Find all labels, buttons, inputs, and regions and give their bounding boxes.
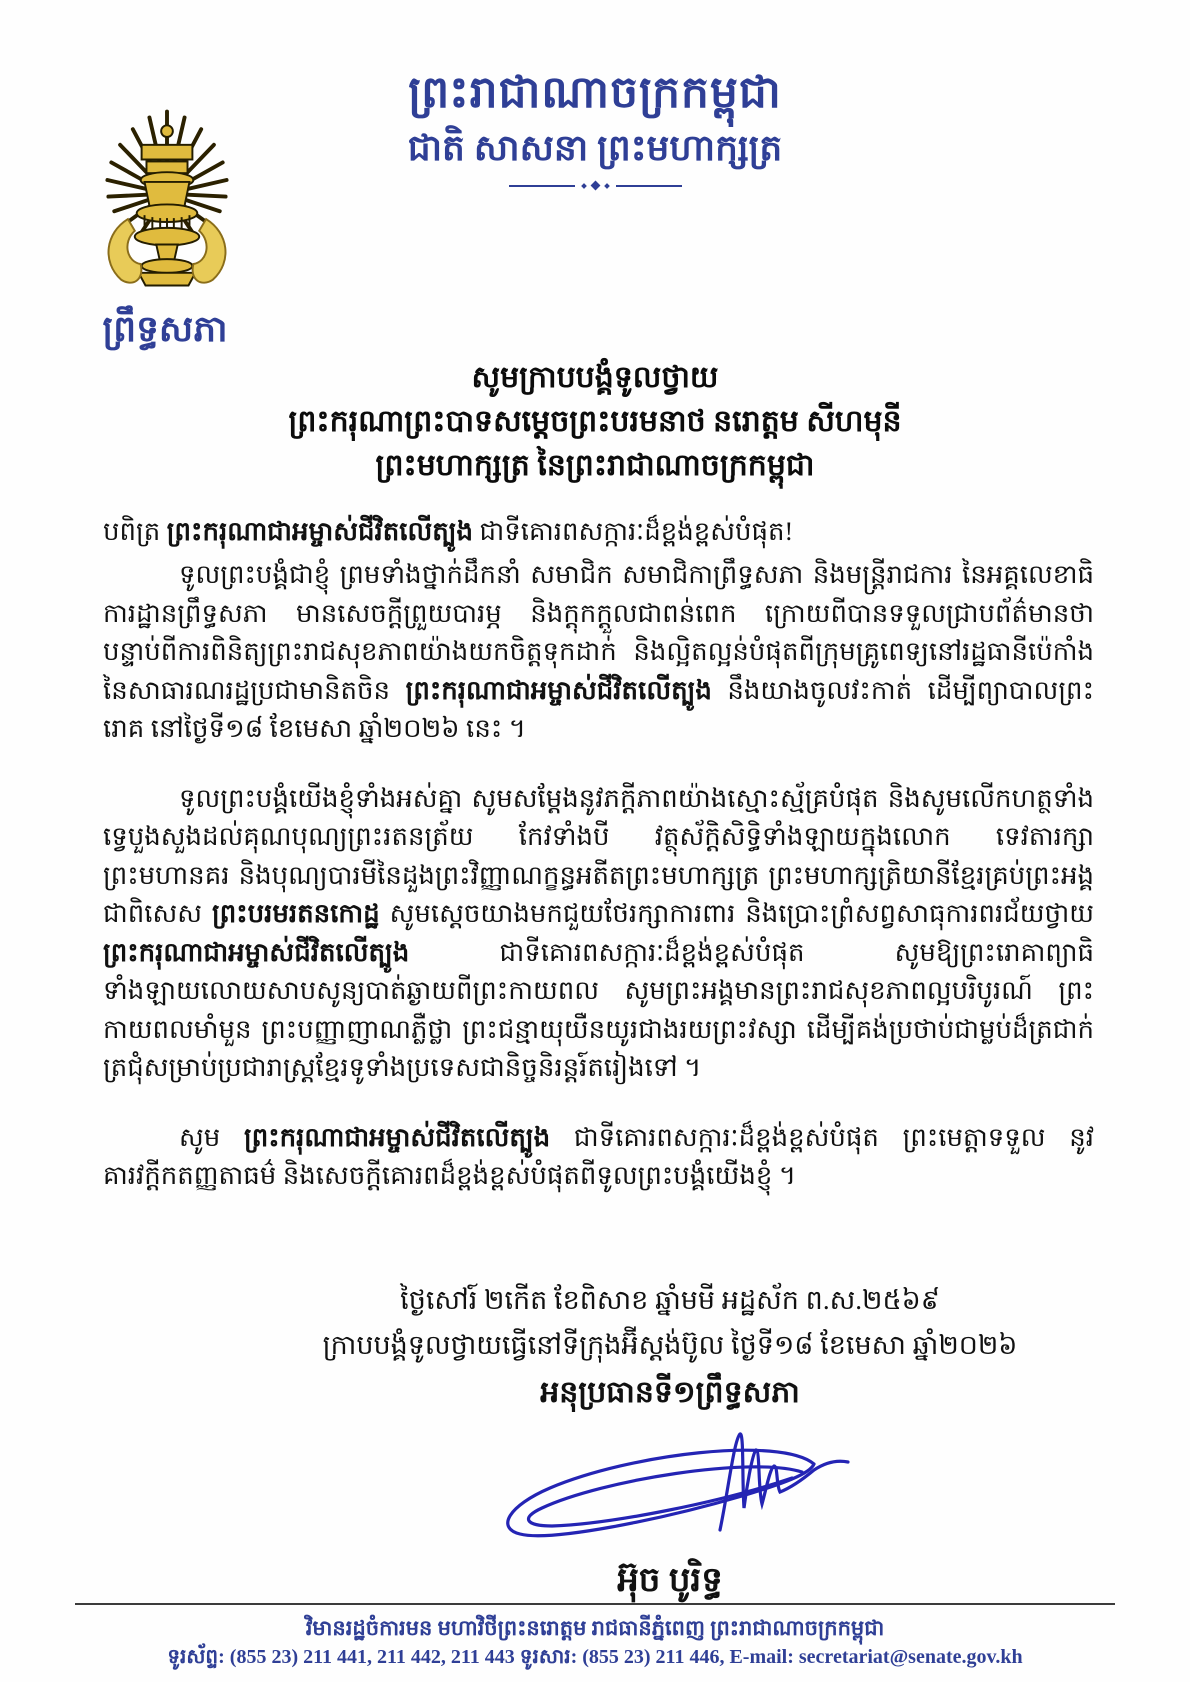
letter-body xyxy=(103,556,1094,1227)
paragraph-text: នឹងយាងចូលវះកាត់ ដើម្បីព្យាបាលព្រះរោគ នៅថ្ងៃទី១៨ ខែមេសា ឆ្នាំ២០២៦ នេះ ។ xyxy=(103,675,1094,743)
royal-title-bold: ព្រះករុណាជាអម្ចាស់ជីវិតលើត្បូង xyxy=(166,517,473,546)
kingdom-title: ព្រះរាជាណាចក្រកម្ពុជា xyxy=(408,68,782,117)
lunar-date-line: ថ្ងៃសៅរ៍ ២កើត ខែពិសាខ ឆ្នាំមមី អដ្ឋស័ក ព.ស.២៥៦៩ xyxy=(400,1285,940,1315)
salutation-text: ជាទីគោរពសក្ការៈដ៏ខ្ពង់ខ្ពស់បំផុត! xyxy=(472,517,794,546)
paragraph-2 xyxy=(103,780,1094,1088)
signature-icon xyxy=(480,1412,860,1562)
royal-title-bold: ព្រះករុណាជាអម្ចាស់ជីវិតលើត្បូង xyxy=(103,937,410,967)
royal-title-bold: ព្រះបរមរតនកោដ្ឋ xyxy=(211,899,380,928)
paragraph-text: សូមស្តេចយាងមកជួយថែរក្សាការពារ និងប្រោះព្រំសព្វសាធុការពរជ័យថ្វាយ xyxy=(379,899,1094,928)
paragraph-3 xyxy=(103,1119,1094,1196)
paragraph-text: សូម xyxy=(179,1122,244,1152)
royal-title-bold: ព្រះករុណាជាអម្ចាស់ជីវិតលើត្បូង xyxy=(243,1122,551,1152)
salutation-text: បពិត្រ xyxy=(103,517,167,546)
paragraph-text: ទូលព្រះបង្គំយើងខ្ញុំទាំងអស់គ្នា សូមសម្តែងនូវភក្តីភាពយ៉ាងស្មោះស្ម័គ្របំផុត និងសូមលើកហត្ថទាំងទ្វេបួងសួងដល់គុណបុណ្យព្រះរតនត្រ័យ កែវទាំងបី វត្ថុស័ក្តិសិទ្ធិទាំងឡាយក្នុងលោក ទេវតារក្សាព្រះមហានគរ និងបុណ្យបារមីនៃដួងព្រះវិញ្ញាណក្ខន្ធអតីតព្រះមហាក្សត្រ ព្រះមហាក្សត្រិយានីខ្មែរគ្រប់ព្រះអង្គ ជាពិសេស xyxy=(103,783,1094,928)
signing-block xyxy=(170,1278,1170,1608)
salutation-line xyxy=(103,512,1094,552)
place-date-line: ក្រាបបង្គំទូលថ្វាយធ្វើនៅទីក្រុងអ៊ីស្តង់ប៊ូល ថ្ងៃទី១៨ ខែមេសា ឆ្នាំ២០២៦ xyxy=(322,1330,1018,1360)
royal-title-bold: ព្រះករុណាជាអម្ចាស់ជីវិតលើត្បូង xyxy=(405,675,712,705)
ornamental-divider xyxy=(0,182,1190,189)
heading-line-3: ព្រះមហាក្សត្រ នៃព្រះរាជាណាចក្រកម្ពុជា xyxy=(375,449,815,482)
kingdom-motto: ជាតិ សាសនា ព្រះមហាក្សត្រ xyxy=(407,128,783,168)
letter-heading xyxy=(0,356,1190,488)
paragraph-1 xyxy=(103,556,1094,749)
footer-address: វិមានរដ្ឋចំការមន មហាវិថីព្រះនរោត្តម រាជធានីភ្នំពេញ ព្រះរាជាណាចក្រកម្ពុជា xyxy=(305,1616,885,1640)
paragraph-text: ជាទីគោរពសក្ការៈដ៏ខ្ពង់ខ្ពស់បំផុត ព្រះមេត្តាទទួល នូវគារវក្តីកតញ្ញតាធម៌ និងសេចក្តីគោរពដ៏ខ្ពង់ខ្ពស់បំផុតពីទូលព្រះបង្គំយើងខ្ញុំ ។ xyxy=(103,1122,1094,1190)
footer-rule xyxy=(75,1603,1115,1605)
emblem-label: ព្រឹទ្ធសភា xyxy=(102,309,228,349)
heading-line-1: សូមក្រាបបង្គំទូលថ្វាយ xyxy=(471,361,719,394)
heading-line-2: ព្រះករុណាព្រះបាទសម្តេចព្រះបរមនាថ នរោត្តម សីហមុនី xyxy=(288,405,902,438)
national-header xyxy=(0,64,1190,189)
footer-contacts: ទូរស័ព្ទ: (855 23) 211 441, 211 442, 211 443 ទូរសារ: (855 23) 211 446, E-mail: secretariat@senate.gov.kh xyxy=(167,1646,1023,1668)
signer-title: អនុប្រធានទី១ព្រឹទ្ធសភា xyxy=(540,1376,800,1409)
paragraph-text: ជាទីគោរពសក្ការៈដ៏ខ្ពង់ខ្ពស់បំផុត សូមឱ្យព្រះរោគាព្យាធិទាំងឡាយលោយសាបសូន្យបាត់ឆ្ងាយពីព្រះកាយពល សូមព្រះអង្គមានព្រះរាជសុខភាពល្អបរិបូរណ៍ ព្រះកាយពលមាំមួន ព្រះបញ្ញាញាណភ្លឺថ្លា ព្រះជន្មាយុយឺនយូរជាងរយព្រះវស្សា ដើម្បីគង់ប្រថាប់ជាម្លប់ដ៏ត្រជាក់ត្រជុំសម្រាប់ប្រជារាស្ត្រខ្មែរទូទាំងប្រទេសជានិច្ចនិរន្តរ៍តរៀងទៅ ។ xyxy=(103,937,1094,1082)
signer-name: អ៊ុច បូរិទ្ធ xyxy=(617,1562,723,1599)
letterhead-footer xyxy=(0,1603,1190,1671)
paragraph-text: ទូលព្រះបង្គំជាខ្ញុំ ព្រមទាំងថ្នាក់ដឹកនាំ សមាជិក សមាជិកាព្រឹទ្ធសភា និងមន្ត្រីរាជការ នៃអគ្គលេខាធិការដ្ឋានព្រឹទ្ធសភា មានសេចក្តីព្រួយបារម្ភ និងក្តុកក្តួលជាពន់ពេក ក្រោយពីបានទទួលជ្រាបព័ត៌មានថា បន្ទាប់ពីការពិនិត្យព្រះរាជសុខភាពយ៉ាងយកចិត្តទុកដាក់ និងល្អិតល្អន់បំផុតពីក្រុមគ្រូពេទ្យនៅរដ្ឋធានីប៉េកាំង នៃសាធារណរដ្ឋប្រជាមានិតចិន xyxy=(103,560,1094,705)
